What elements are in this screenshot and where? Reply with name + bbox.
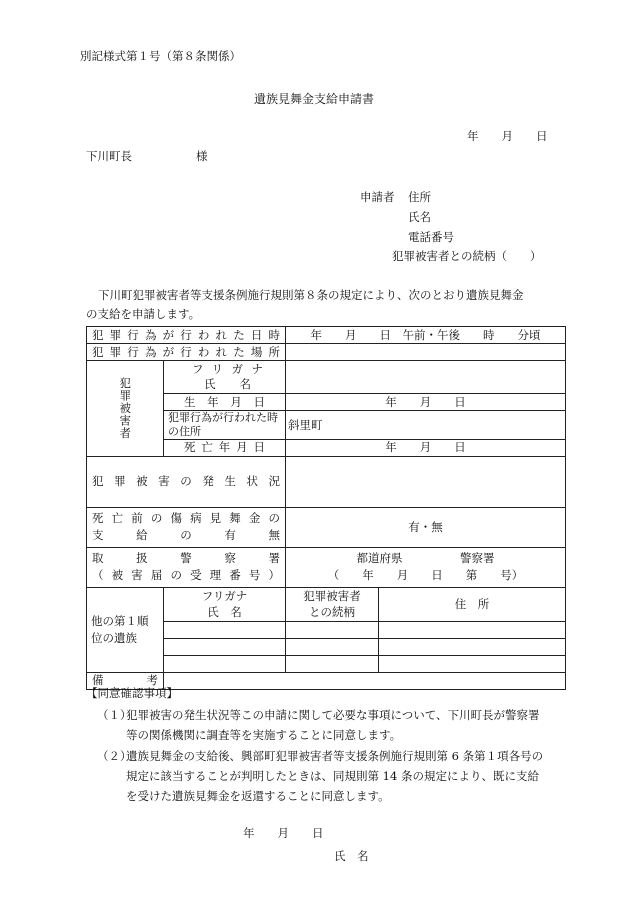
birth-label: 生年月日 xyxy=(164,394,286,411)
pre-death-label-cell xyxy=(87,507,286,547)
heir-relation-cell[interactable] xyxy=(286,655,379,672)
col-relation-line-1: 犯罪被害者 xyxy=(303,589,361,603)
situation-value[interactable] xyxy=(286,456,566,507)
crime-place-value[interactable] xyxy=(286,344,566,361)
applicant-name-label: 氏名 xyxy=(408,210,431,224)
heir-name-cell[interactable] xyxy=(164,638,286,655)
application-table xyxy=(86,326,566,690)
applicant-label: 申請者 xyxy=(360,190,395,204)
form-number: 別記様式第１号（第８条関係） xyxy=(80,49,241,63)
remarks-label: 備考 xyxy=(87,672,164,689)
victim-name-value[interactable] xyxy=(286,361,566,394)
other-heirs-label-line-2: 位の遺族 xyxy=(91,630,137,645)
consent-item-2-line-1: 遺族見舞金の支給後、興部町犯罪被害者等支援条例施行規則第 6 条第１項各号の xyxy=(126,749,544,763)
header-date: 年 月 日 xyxy=(467,129,548,143)
consent-item-2 xyxy=(126,746,566,806)
consent-item-1 xyxy=(126,705,566,745)
remarks-value[interactable] xyxy=(164,672,566,689)
footer-name-label: 氏 名 xyxy=(334,849,369,863)
crime-datetime-value[interactable]: 年 月 日 午前・午後 時 分頃 xyxy=(286,327,566,344)
footer-date: 年 月 日 xyxy=(243,826,324,840)
heir-address-cell[interactable] xyxy=(379,621,566,638)
consent-item-2-line-2: 規定に該当することが判明したときは、同規則第 14 条の規定により、既に支給 xyxy=(126,769,539,784)
applicant-address-label: 住所 xyxy=(408,190,431,204)
applicant-phone-label: 電話番号 xyxy=(408,230,454,244)
consent-item-2-line-3: を受けた遺族見舞金を返還することに同意します。 xyxy=(126,789,390,804)
heir-name-cell[interactable] xyxy=(164,621,286,638)
name-label-cell xyxy=(164,361,286,394)
situation-label: 犯罪被害の発生状況 xyxy=(87,456,286,507)
police-value-cell[interactable] xyxy=(286,547,566,587)
heir-relation-cell[interactable] xyxy=(286,621,379,638)
row-police xyxy=(87,547,566,587)
col-address: 住 所 xyxy=(379,587,566,621)
intro-paragraph xyxy=(86,286,566,324)
col-name: 氏 名 xyxy=(207,605,242,619)
other-heirs-label-line-1: 他の第１順 xyxy=(91,613,149,628)
intro-line-1: 下川町犯罪被害者等支援条例施行規則第８条の規定により、次のとおり遺族見舞金 xyxy=(98,288,524,302)
col-header-relation xyxy=(286,587,379,621)
death-label: 死亡年月日 xyxy=(164,439,286,456)
consent-item-2-number: （２） xyxy=(97,749,132,763)
intro-line-2: の支給を申請します。 xyxy=(86,306,201,321)
police-value-line-2: （ 年 月 日 第 号） xyxy=(327,568,524,582)
heir-relation-cell[interactable] xyxy=(286,638,379,655)
honorific: 様 xyxy=(196,149,208,163)
pre-death-label-line-1: 死亡前の傷病見舞金の xyxy=(92,511,281,525)
applicant-relation-label: 犯罪被害者との続柄（ ） xyxy=(392,249,542,263)
pre-death-value[interactable]: 有・無 xyxy=(286,507,566,547)
addressee: 下川町長 xyxy=(86,149,132,163)
crime-place-label: 犯罪行為が行われた場所 xyxy=(87,344,286,361)
police-label-line-1: 取扱警察署 xyxy=(92,551,281,565)
other-heirs-label-cell xyxy=(87,587,164,672)
address-label: 犯罪行為が行われた時の住所 xyxy=(164,411,286,440)
form-title: 遺族見舞金支給申請書 xyxy=(254,92,375,106)
police-label-cell xyxy=(87,547,286,587)
row-crime-place xyxy=(87,344,566,361)
heir-address-cell[interactable] xyxy=(379,655,566,672)
crime-datetime-label: 犯罪行為が行われた日時 xyxy=(87,327,286,344)
heir-address-cell[interactable] xyxy=(379,638,566,655)
police-label-line-2: （被害届の受理番号） xyxy=(92,568,281,582)
row-heirs-header xyxy=(87,587,566,621)
col-furigana: フリガナ xyxy=(201,589,248,603)
furigana-label: フリガナ xyxy=(192,362,264,376)
row-pre-death xyxy=(87,507,566,547)
heir-name-cell[interactable] xyxy=(164,655,286,672)
name-label: 氏名 xyxy=(204,377,252,391)
row-situation xyxy=(87,456,566,507)
consent-item-1-line-2: 等の関係機関に調査等を実施することに同意します。 xyxy=(126,728,402,743)
police-value-line-1: 都道府県 警察署 xyxy=(356,551,495,565)
row-victim-name xyxy=(87,361,566,394)
consent-item-1-number: （１） xyxy=(97,708,132,722)
address-value[interactable]: 斜里町 xyxy=(286,411,566,440)
victim-label-cell xyxy=(87,361,164,457)
pre-death-label-line-2: 支給の有無 xyxy=(92,528,281,542)
row-crime-datetime xyxy=(87,327,566,344)
col-relation-line-2: との続柄 xyxy=(309,605,356,619)
consent-item-1-line-1: 犯罪被害の発生状況等この申請に関して必要な事項について、下川町長が警察署 xyxy=(126,708,540,722)
col-header-name xyxy=(164,587,286,621)
death-value[interactable]: 年 月 日 xyxy=(286,439,566,456)
consent-heading: 【同意確認事項】 xyxy=(86,686,178,700)
birth-value[interactable]: 年 月 日 xyxy=(286,394,566,411)
victim-label: 犯罪被害者 xyxy=(118,377,133,440)
